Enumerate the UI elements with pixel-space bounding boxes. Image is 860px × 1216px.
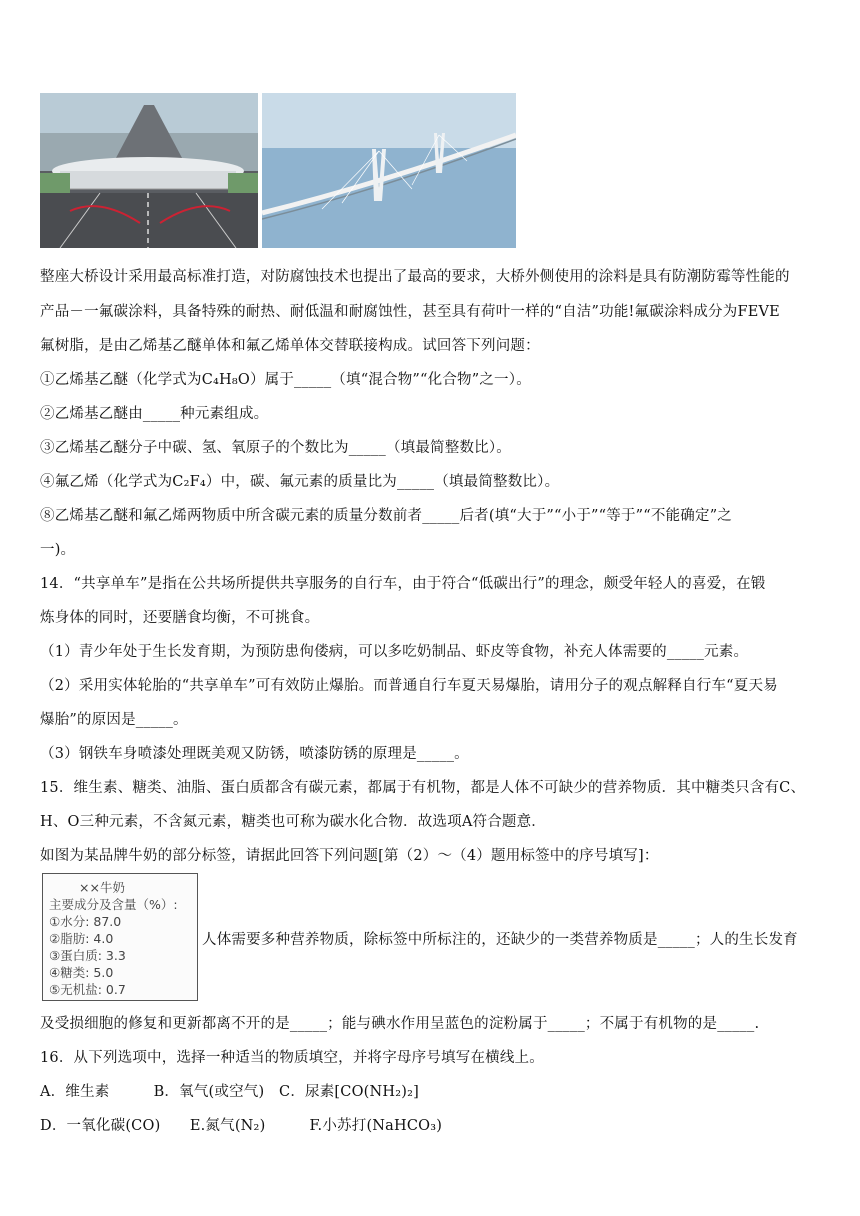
- milk-question-2: 及受损细胞的修复和更新都离不开的是_____；能与碘水作用呈蓝色的淀粉属于_____；不属于有机物的是_____.: [40, 1016, 760, 1032]
- options-row-2: D．一氧化碳(CO) E.氮气(N₂) F.小苏打(NaHCO₃): [40, 1118, 443, 1134]
- milk-label-item: ③蛋白质: 3.3: [49, 948, 126, 963]
- question-3: ③乙烯基乙醚分子中碳、氢、氧原子的个数比为_____（填最简整数比）。: [40, 440, 511, 456]
- options-row-1: A．维生素 B．氧气(或空气) C．尿素[CO(NH₂)₂]: [40, 1084, 420, 1100]
- question-4: ④氟乙烯（化学式为C₂F₄）中，碳、氟元素的质量比为_____（填最简整数比）。: [40, 474, 560, 490]
- milk-label-intro: 如图为某品牌牛奶的部分标签，请据此回答下列问题[第（2）～（4）题用标签中的序号填写]：: [40, 848, 659, 864]
- text-line-2: 产品－一氟碳涂料，具备特殊的耐热、耐低温和耐腐蚀性，甚至具有荷叶一样的“自洁”功能!氟碳涂料成分为FEVE: [40, 304, 780, 320]
- toll-plaza-photo: [40, 93, 258, 248]
- cable-bridge-photo: [262, 93, 516, 248]
- problem-15-cont: H、O三种元素，不含氮元素，糖类也可称为碳水化合物．故选项A符合题意．: [40, 814, 547, 830]
- text-line-1: 整座大桥设计采用最高标准打造，对防腐蚀技术也提出了最高的要求，大桥外侧使用的涂料是具有防潮防霉等性能的: [40, 269, 790, 285]
- milk-label: [42, 873, 198, 1001]
- question-5: ⑧乙烯基乙醚和氟乙烯两物质中所含碳元素的质量分数前者_____后者(填“大于”“小于”“等于”“不能确定”之: [40, 508, 733, 524]
- question-2: ②乙烯基乙醚由_____种元素组成。: [40, 406, 269, 422]
- milk-label-item: ⑤无机盐: 0.7: [49, 982, 126, 997]
- text-line-3: 氟树脂，是由乙烯基乙醚单体和氟乙烯单体交替联接构成。试回答下列问题：: [40, 338, 540, 354]
- milk-label-item: ①水分: 87.0: [49, 914, 122, 929]
- problem-14-part-1: （1）青少年处于生长发育期，为预防患佝偻病，可以多吃奶制品、虾皮等食物，补充人体需要的_____元素。: [40, 644, 749, 660]
- problem-14-part-2: （2）采用实体轮胎的“共享单车”可有效防止爆胎。而普通自行车夏天易爆胎，请用分子的观点解释自行车“夏天易: [40, 678, 778, 694]
- milk-label-title: ××牛奶: [79, 880, 125, 895]
- milk-label-item: ④糖类: 5.0: [49, 965, 114, 980]
- problem-16: 16．从下列选项中，选择一种适当的物质填空，并将字母序号填写在横线上。: [40, 1050, 544, 1066]
- milk-label-subtitle: 主要成分及含量（%）:: [49, 897, 178, 912]
- milk-label-item: ②脂肪: 4.0: [49, 931, 114, 946]
- question-1: ①乙烯基乙醚（化学式为C₄H₈O）属于_____（填“混合物”“化合物”之一）。: [40, 372, 531, 388]
- milk-question-1: 人体需要多种营养物质，除标签中所标注的，还缺少的一类营养物质是_____；人的生长发育: [202, 932, 798, 948]
- problem-15: 15．维生素、糖类、油脂、蛋白质都含有碳元素，都属于有机物，都是人体不可缺少的营养物质．其中糖类只含有C、: [40, 780, 806, 796]
- problem-14: 14．“共享单车”是指在公共场所提供共享服务的自行车，由于符合“低碳出行”的理念，颇受年轻人的喜爱，在锻: [40, 576, 766, 592]
- bridge-photos: [40, 93, 516, 248]
- question-5-cont: 一)。: [40, 542, 76, 558]
- problem-14-cont: 炼身体的同时，还要膳食均衡，不可挑食。: [40, 610, 320, 626]
- problem-14-part-2-cont: 爆胎”的原因是_____。: [40, 712, 188, 728]
- problem-14-part-3: （3）钢铁车身喷漆处理既美观又防锈，喷漆防锈的原理是_____。: [40, 746, 469, 762]
